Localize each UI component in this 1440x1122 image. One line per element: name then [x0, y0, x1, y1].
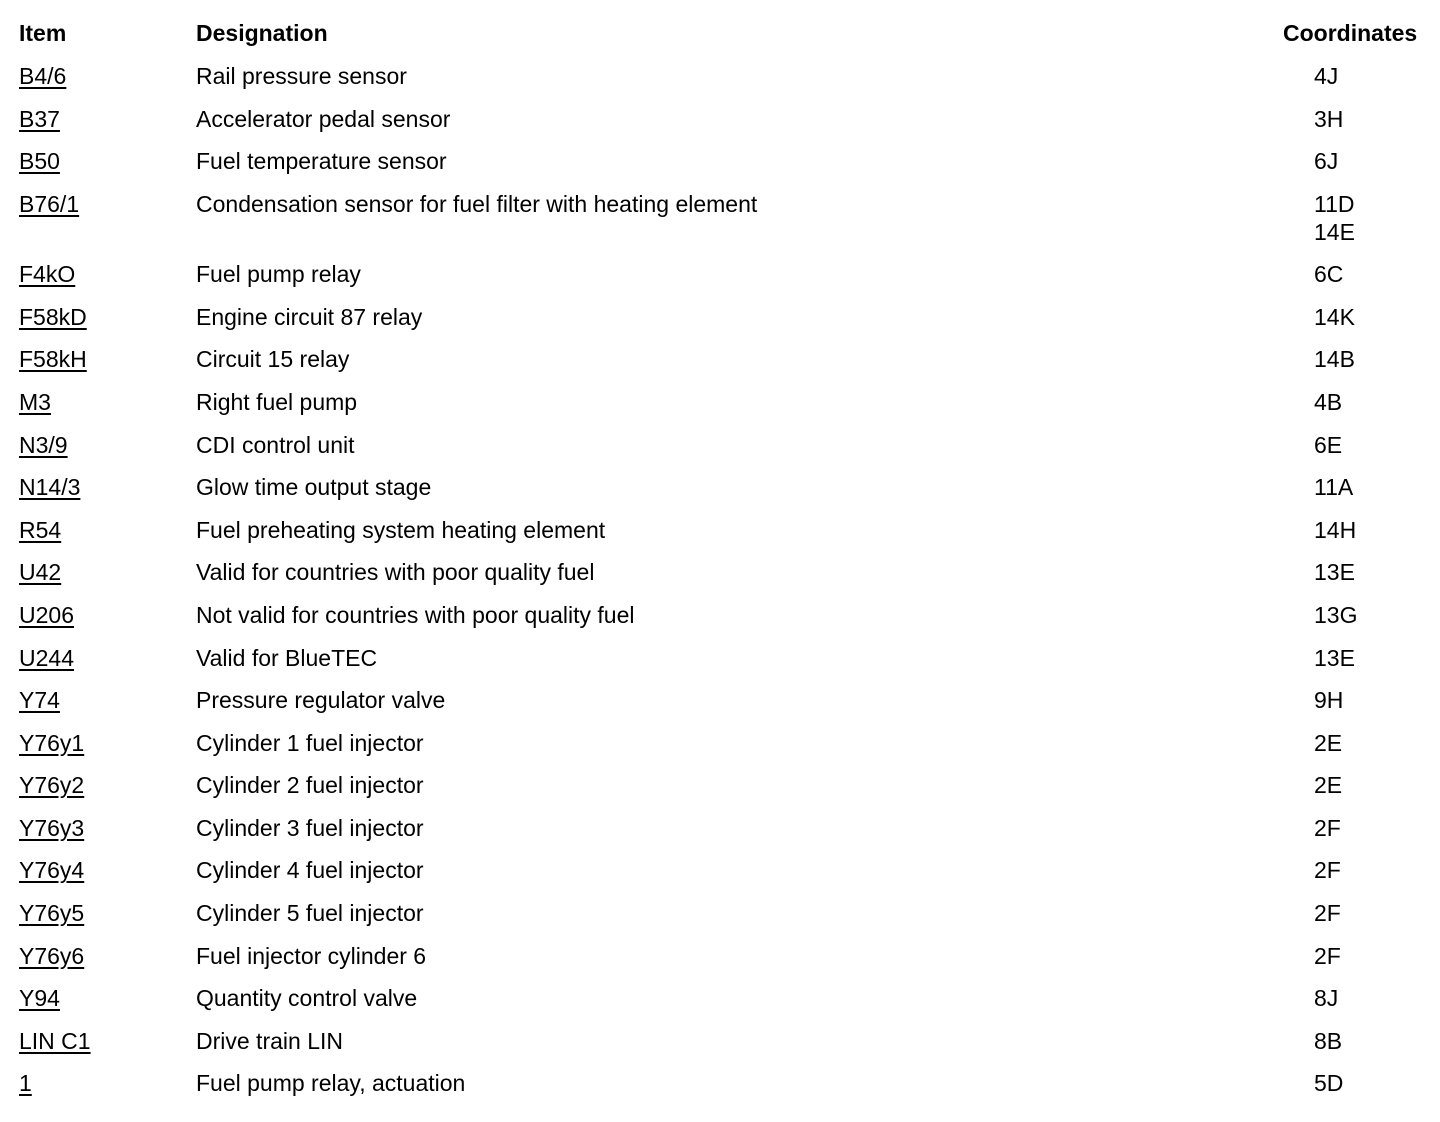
coordinate-value: 13E	[1314, 559, 1355, 586]
coordinate-value: 4J	[1314, 63, 1339, 89]
table-row	[0, 684, 1440, 727]
coordinate-value: 3H	[1314, 105, 1344, 132]
table-row	[0, 429, 1440, 472]
header-designation: Designation	[196, 20, 328, 46]
coordinates-text	[1314, 516, 1356, 544]
designation-text: Rail pressure sensor	[196, 63, 407, 89]
coordinate-value: 6E	[1314, 431, 1343, 458]
coordinates-text	[1314, 729, 1342, 757]
coordinate-value: 6C	[1314, 261, 1344, 288]
table-body	[0, 60, 1440, 1110]
item-link[interactable]: Y76y6	[19, 942, 85, 969]
item-link[interactable]: N14/3	[19, 474, 81, 501]
designation-text: Valid for countries with poor quality fuel	[196, 559, 595, 586]
coordinates-text	[1314, 644, 1355, 672]
designation-text: Not valid for countries with poor quality fuel	[196, 601, 635, 628]
coordinates-text	[1314, 686, 1343, 714]
coordinates-text	[1314, 105, 1343, 133]
designation-text: Pressure regulator valve	[196, 687, 446, 714]
coordinate-value: 11A	[1314, 474, 1354, 501]
table-row	[0, 769, 1440, 812]
designation-text: Accelerator pedal sensor	[196, 105, 451, 132]
designation-text: CDI control unit	[196, 431, 355, 458]
item-link[interactable]: Y76y5	[19, 900, 85, 927]
coordinates-text	[1314, 601, 1357, 629]
item-link[interactable]: N3/9	[19, 431, 68, 458]
coordinates-text	[1314, 814, 1341, 842]
item-link[interactable]: F4kO	[19, 261, 76, 288]
table-row	[0, 471, 1440, 514]
designation-text: Fuel injector cylinder 6	[196, 942, 427, 969]
designation-text: Engine circuit 87 relay	[196, 303, 423, 330]
designation-text: Right fuel pump	[196, 388, 358, 415]
coordinates-text	[1314, 984, 1338, 1012]
table-row	[0, 386, 1440, 429]
coordinates-text	[1314, 345, 1355, 373]
coordinates-text	[1314, 260, 1343, 288]
table-row	[0, 642, 1440, 685]
table-row	[0, 60, 1440, 103]
coordinate-value: 2F	[1314, 857, 1341, 884]
table-row	[0, 940, 1440, 983]
coordinate-value: 14B	[1314, 346, 1355, 373]
coordinates-text	[1314, 942, 1341, 970]
item-link[interactable]: Y94	[19, 985, 60, 1012]
designation-text: Circuit 15 relay	[196, 346, 350, 373]
coordinates-text	[1314, 147, 1338, 175]
item-link[interactable]: R54	[19, 516, 62, 543]
designation-text: Cylinder 2 fuel injector	[196, 772, 424, 799]
coordinate-value: 13E	[1314, 644, 1355, 671]
item-link[interactable]: Y76y3	[19, 814, 85, 841]
table-row	[0, 812, 1440, 855]
designation-text: Fuel preheating system heating element	[196, 516, 606, 543]
item-link[interactable]: LIN C1	[19, 1027, 91, 1054]
header-item: Item	[19, 20, 67, 46]
table-row	[0, 556, 1440, 599]
coordinates-text	[1314, 1027, 1342, 1055]
designation-text: Cylinder 3 fuel injector	[196, 814, 424, 841]
coordinates-text	[1314, 899, 1341, 927]
item-link[interactable]: M3	[19, 388, 51, 415]
item-link[interactable]: U206	[19, 601, 74, 628]
coordinates-text	[1314, 473, 1353, 501]
table-row	[0, 103, 1440, 146]
coordinate-value: 2F	[1314, 814, 1341, 841]
designation-text: Valid for BlueTEC	[196, 644, 378, 671]
item-link[interactable]: B4/6	[19, 63, 67, 89]
table-row	[0, 145, 1440, 188]
coordinates-text	[1314, 771, 1342, 799]
designation-text: Drive train LIN	[196, 1027, 343, 1054]
table-row	[0, 727, 1440, 770]
coordinates-text	[1314, 856, 1341, 884]
designation-text: Condensation sensor for fuel filter with heating element	[196, 190, 758, 217]
designation-text: Fuel pump relay, actuation	[196, 1070, 466, 1097]
coordinate-value: 9H	[1314, 687, 1344, 714]
table-row	[0, 514, 1440, 557]
designation-text: Cylinder 1 fuel injector	[196, 729, 424, 756]
item-link[interactable]: U42	[19, 559, 62, 586]
item-link[interactable]: F58kH	[19, 346, 87, 373]
item-link[interactable]: B76/1	[19, 190, 80, 217]
item-link[interactable]: Y74	[19, 687, 60, 714]
coordinate-value: 6J	[1314, 148, 1339, 175]
coordinate-value: 4B	[1314, 388, 1343, 415]
coordinate-value: 14K	[1314, 303, 1355, 330]
coordinate-value: 8B	[1314, 1027, 1343, 1054]
coordinates-text	[1314, 388, 1342, 416]
table-row	[0, 343, 1440, 386]
item-link[interactable]: B37	[19, 105, 60, 132]
header-coordinates: Coordinates	[1283, 20, 1418, 46]
coordinate-value: 13G	[1314, 601, 1358, 628]
coordinate-value: 2F	[1314, 900, 1341, 927]
coordinate-value: 2F	[1314, 942, 1341, 969]
coordinates-text	[1314, 62, 1338, 90]
coordinates-text	[1314, 558, 1355, 586]
coordinates-text	[1314, 431, 1342, 459]
item-link[interactable]: Y76y4	[19, 857, 85, 884]
item-link[interactable]: 1	[19, 1070, 32, 1097]
designation-text: Fuel temperature sensor	[196, 148, 447, 175]
coordinate-value: 2E	[1314, 729, 1343, 756]
table-row	[0, 1025, 1440, 1068]
item-link[interactable]: Y76y1	[19, 729, 85, 756]
table-row	[0, 897, 1440, 940]
table-row	[0, 982, 1440, 1025]
table-row	[0, 854, 1440, 897]
coordinate-value: 8J	[1314, 985, 1339, 1012]
table-row	[0, 188, 1440, 258]
designation-text: Glow time output stage	[196, 474, 432, 501]
item-link[interactable]: U244	[19, 644, 74, 671]
designation-text: Fuel pump relay	[196, 261, 361, 288]
item-link[interactable]: F58kD	[19, 303, 87, 330]
coordinate-value: 2E	[1314, 772, 1343, 799]
designation-text: Cylinder 5 fuel injector	[196, 900, 424, 927]
coordinate-value: 14E	[1314, 218, 1355, 245]
item-link[interactable]: Y76y2	[19, 772, 85, 799]
coordinate-value: 5D	[1314, 1070, 1344, 1097]
item-link[interactable]: B50	[19, 148, 60, 175]
designation-text: Cylinder 4 fuel injector	[196, 857, 424, 884]
designation-text: Quantity control valve	[196, 985, 418, 1012]
table-row	[0, 1067, 1440, 1110]
table-row	[0, 301, 1440, 344]
coordinates-text	[1314, 303, 1355, 331]
coordinate-value: 14H	[1314, 516, 1357, 543]
coordinates-text	[1314, 1069, 1343, 1097]
table-header	[0, 20, 1440, 52]
coordinates-text	[1314, 190, 1355, 246]
table-row	[0, 599, 1440, 642]
coordinate-value: 11D	[1314, 190, 1355, 217]
table-row	[0, 258, 1440, 301]
